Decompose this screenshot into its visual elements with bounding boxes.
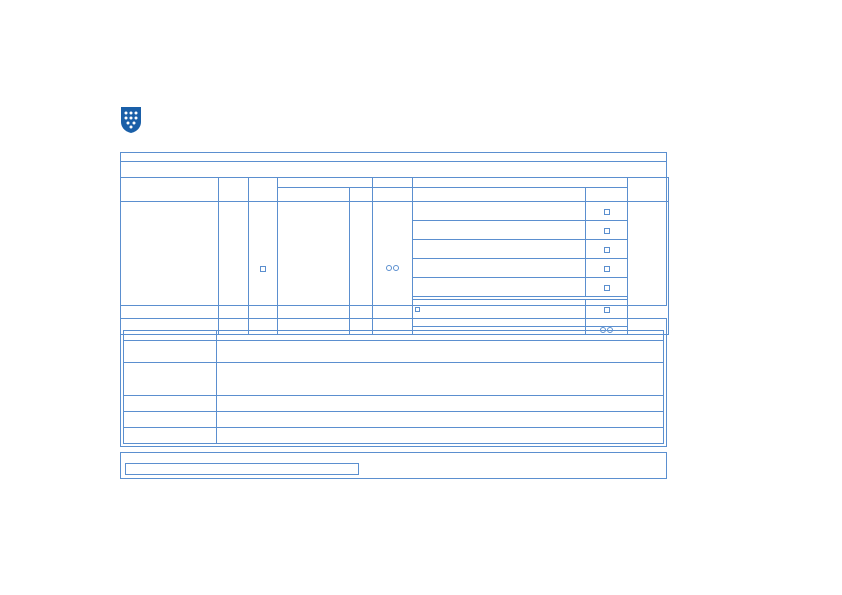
minor-checkbox[interactable] <box>260 266 266 272</box>
privacy-section <box>120 318 667 447</box>
minor-cell <box>249 202 278 335</box>
privacy-text-controller <box>217 331 664 341</box>
header-guardian-name <box>278 188 350 202</box>
vulnerability-no-radio[interactable] <box>393 265 399 271</box>
header-check <box>413 178 628 188</box>
doc-disqualification <box>413 278 586 297</box>
oppose-disqualification-checkbox[interactable] <box>604 285 610 291</box>
header-economic <box>373 188 413 202</box>
privacy-label-legitimacy <box>124 363 217 396</box>
header-vulnerability <box>373 178 413 188</box>
oppose-dni-cell <box>586 202 628 221</box>
name-cell[interactable] <box>121 202 219 335</box>
oppose-property-cell <box>586 240 628 259</box>
nif-cell[interactable] <box>219 202 249 335</box>
place-date-section <box>120 452 667 479</box>
minimis-checkbox[interactable] <box>415 307 420 312</box>
intro-text-1 <box>121 153 666 162</box>
galicia-shield-icon <box>120 106 142 134</box>
privacy-label-contact <box>124 428 217 444</box>
oppose-subsidies-checkbox[interactable] <box>604 266 610 272</box>
oppose-cadastral-cell <box>586 221 628 240</box>
doc-property <box>413 240 586 259</box>
header-consult-intro <box>413 188 586 202</box>
header-minor <box>249 178 278 202</box>
privacy-label-purpose <box>124 341 217 363</box>
privacy-text-purpose <box>217 341 664 363</box>
intro-text-2 <box>121 162 666 175</box>
privacy-text-contact <box>217 428 664 444</box>
header-oppose <box>586 188 628 202</box>
oppose-disqualification-cell <box>586 278 628 297</box>
oppose-minimis-cell <box>586 300 628 319</box>
vulnerability-yes-radio[interactable] <box>386 265 392 271</box>
oppose-property-checkbox[interactable] <box>604 247 610 253</box>
vulnerability-cell <box>373 202 413 335</box>
privacy-text-rights <box>217 412 664 428</box>
doc-dni <box>413 202 586 221</box>
doc-subsidies <box>413 259 586 278</box>
oppose-minimis-checkbox[interactable] <box>604 307 610 313</box>
privacy-table <box>123 330 664 444</box>
privacy-text-recipients <box>217 396 664 412</box>
oppose-cadastral-checkbox[interactable] <box>604 228 610 234</box>
privacy-label-recipients <box>124 396 217 412</box>
place-input[interactable] <box>125 463 359 475</box>
guardian-nif-cell[interactable] <box>350 202 373 335</box>
oppose-dni-checkbox[interactable] <box>604 209 610 215</box>
header-guardian-nif <box>350 188 373 202</box>
signature-cell[interactable] <box>628 202 669 335</box>
oppose-subsidies-cell <box>586 259 628 278</box>
header-guardian <box>278 178 373 188</box>
privacy-text-legitimacy <box>217 363 664 396</box>
privacy-label-rights <box>124 412 217 428</box>
minimis-row <box>413 300 586 319</box>
privacy-title <box>121 319 666 324</box>
igvs-logo <box>120 106 220 136</box>
participants-table <box>120 177 669 335</box>
guardian-name-cell[interactable] <box>278 202 350 335</box>
participants-section <box>120 152 667 306</box>
header-nif <box>219 178 249 202</box>
header-signature <box>628 178 669 202</box>
privacy-label-controller <box>124 331 217 341</box>
doc-cadastral <box>413 221 586 240</box>
header-name <box>121 178 219 202</box>
